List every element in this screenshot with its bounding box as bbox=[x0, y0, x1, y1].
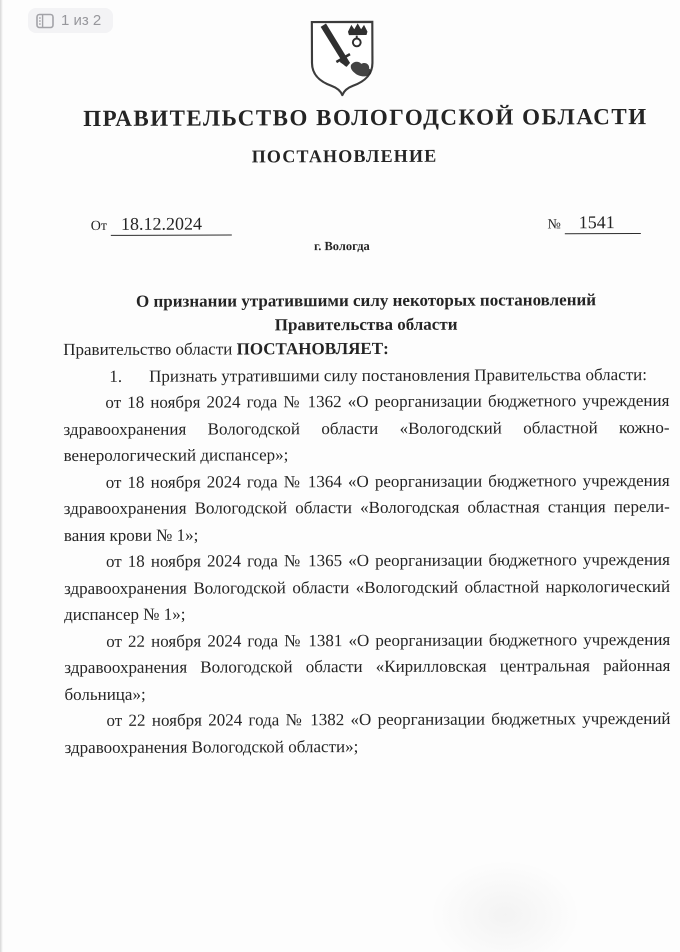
date-value: 18.12.2024 bbox=[111, 213, 232, 235]
bleed-through-smudge bbox=[430, 860, 580, 952]
list-item: от 22 ноября 2024 года № 1382 «О реорганизации бюджетных учреждений здравоохранения Вологодской области»; bbox=[64, 708, 671, 757]
number-group bbox=[547, 212, 640, 235]
date-label: От bbox=[90, 218, 108, 234]
list-item: от 18 ноября 2024 года № 1365 «О реорганизации бюджетного учреждения здравоохранения Вологодской области «Вологодский областной наркологический диспансер № 1»; bbox=[64, 549, 671, 625]
resolution-clause bbox=[63, 361, 669, 390]
list-item: от 18 ноября 2024 года № 1362 «О реорганизации бюджетного учреждения здравоохранения Вологодской области «Вологодский областной кожно-венерологический диспансер»; bbox=[63, 390, 670, 466]
date-group bbox=[91, 213, 232, 236]
preamble-bold: ПОСТАНОВЛЯЕТ: bbox=[236, 338, 389, 359]
clause-text: Признать утратившими силу постановления Правительства области: bbox=[149, 364, 648, 386]
scan-edge-shadow bbox=[0, 0, 3, 952]
title-line-2: Правительства области bbox=[274, 314, 458, 334]
title-line-1: О признании утратившими силу некоторых постановлений bbox=[135, 290, 597, 311]
page-indicator-badge[interactable] bbox=[28, 8, 113, 33]
meta-row bbox=[63, 212, 669, 237]
city-label: г. Вологда bbox=[313, 238, 370, 254]
pages-icon bbox=[36, 13, 54, 29]
list-item: от 22 ноября 2024 года № 1381 «О реорганизации бюджетного учреждения здравоохранения Вологодской области «Кирилловская центральная районная больница»; bbox=[64, 629, 671, 704]
emblem-container bbox=[39, 17, 645, 97]
org-name: ПРАВИТЕЛЬСТВО ВОЛОГОДСКОЙ ОБЛАСТИ bbox=[83, 104, 648, 131]
document-body bbox=[62, 0, 671, 761]
body-text bbox=[63, 335, 670, 761]
doc-type: ПОСТАНОВЛЕНИЕ bbox=[251, 145, 438, 167]
coat-of-arms-icon bbox=[305, 18, 379, 96]
clause-number: 1. bbox=[109, 366, 123, 386]
number-value: 1541 bbox=[565, 212, 641, 234]
page-indicator-label: 1 из 2 bbox=[61, 12, 102, 29]
preamble bbox=[63, 335, 669, 364]
document-title bbox=[63, 288, 669, 337]
list-item: от 18 ноября 2024 года № 1364 «О реорганизации бюджетного учреждения здравоохранения Вологодской области «Вологодская областная станция переливания крови № 1»; bbox=[63, 470, 670, 545]
preamble-normal: Правительство области bbox=[63, 339, 233, 360]
number-label: № bbox=[547, 217, 561, 233]
